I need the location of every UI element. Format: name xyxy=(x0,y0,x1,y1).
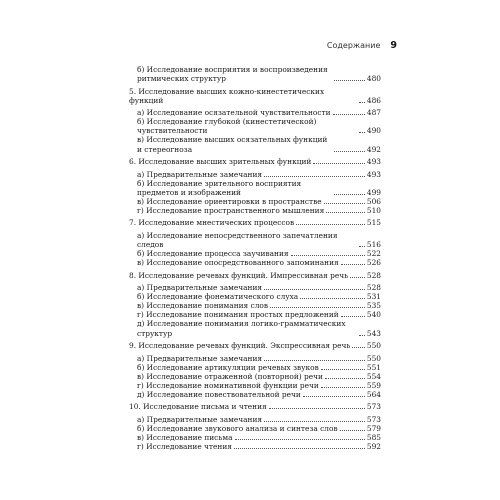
toc-leader-dots xyxy=(341,316,365,317)
toc-entry-title: в) Исследование ориентировки в пространстве xyxy=(137,196,322,206)
toc-entry-title: а) Предварительные замечания xyxy=(137,283,263,293)
toc-section-entry[interactable] xyxy=(129,135,381,153)
toc-leader-dots xyxy=(313,163,365,164)
toc-entry-title: а) Предварительные замечания xyxy=(137,169,263,179)
toc-entry-page: 564 xyxy=(366,389,381,399)
toc-chapter-entry[interactable] xyxy=(129,341,381,350)
toc-entry-page: 499 xyxy=(366,187,381,197)
toc-leader-dots xyxy=(325,378,365,379)
toc-leader-dots xyxy=(359,335,365,336)
toc-chapter-entry[interactable] xyxy=(129,157,381,166)
toc-section-entry[interactable] xyxy=(129,424,381,433)
toc-leader-dots xyxy=(303,396,365,397)
toc-leader-dots xyxy=(264,289,365,290)
toc-section-entry[interactable] xyxy=(129,170,381,179)
toc-entry-title: 10. Исследование письма и чтения xyxy=(129,402,267,412)
toc-entry-title: б) Исследование восприятия и воспроизведения ритмических структур xyxy=(137,65,328,84)
toc-entry-title: 5. Исследование высших кожно-кинестетических функций xyxy=(129,86,325,105)
toc-entry-page: 480 xyxy=(366,74,381,84)
toc-entry-page: 493 xyxy=(366,169,381,179)
toc-entry-page: 486 xyxy=(366,95,381,105)
toc-leader-dots xyxy=(334,80,365,81)
running-header xyxy=(327,40,397,51)
toc-entry-title: в) Исследование письма xyxy=(137,433,233,443)
toc-section-entry[interactable] xyxy=(129,258,381,267)
toc-leader-dots xyxy=(326,212,365,213)
toc-entry-page: 559 xyxy=(366,380,381,390)
toc-section-entry[interactable] xyxy=(129,65,381,83)
toc-entry-title: б) Исследование фонематического слуха xyxy=(137,292,299,302)
toc-entry-title: б) Исследование звукового анализа и синтеза слов xyxy=(137,423,338,433)
toc-entry-title: в) Исследование понимания слов xyxy=(137,301,269,311)
toc-entry-page: 535 xyxy=(366,301,381,311)
toc-entry-page: 516 xyxy=(366,239,381,249)
toc-section-entry[interactable] xyxy=(129,381,381,390)
toc-leader-dots xyxy=(264,360,365,361)
toc-entry-page: 493 xyxy=(366,157,381,167)
toc-leader-dots xyxy=(359,102,365,103)
toc-leader-dots xyxy=(264,176,365,177)
toc-leader-dots xyxy=(321,387,365,388)
toc-entry-page: 490 xyxy=(366,126,381,136)
toc-leader-dots xyxy=(270,307,365,308)
toc-entry-page: 526 xyxy=(366,258,381,268)
toc-entry-title: д) Исследование понимания логико-грамматических структур xyxy=(137,319,346,338)
toc-leader-dots xyxy=(291,255,365,256)
toc-leader-dots xyxy=(269,408,365,409)
toc-chapter-entry[interactable] xyxy=(129,271,381,280)
toc-section-entry[interactable] xyxy=(129,442,381,451)
toc-entry-title: г) Исследование чтения xyxy=(137,442,232,452)
toc-leader-dots xyxy=(359,246,365,247)
toc-entry-page: 487 xyxy=(366,108,381,118)
toc-entry-title: г) Исследование пространственного мышления xyxy=(137,205,325,215)
page-number: 9 xyxy=(390,40,397,51)
toc-section-entry[interactable] xyxy=(129,415,381,424)
toc-leader-dots xyxy=(296,224,365,225)
toc-section-entry[interactable] xyxy=(129,363,381,372)
toc-section-entry[interactable] xyxy=(129,197,381,206)
toc-section-entry[interactable] xyxy=(129,292,381,301)
toc-section-entry[interactable] xyxy=(129,433,381,442)
toc-section-entry[interactable] xyxy=(129,231,381,249)
toc-entry-title: д) Исследование повествовательной речи xyxy=(137,389,301,399)
toc-leader-dots xyxy=(352,347,364,348)
toc-entry-title: а) Предварительные замечания xyxy=(137,414,263,424)
toc-section-entry[interactable] xyxy=(129,117,381,135)
toc-entry-page: 543 xyxy=(366,328,381,338)
toc-entry-page: 531 xyxy=(366,292,381,302)
toc-leader-dots xyxy=(333,114,365,115)
toc-entry-page: 528 xyxy=(366,283,381,293)
toc-chapter-entry[interactable] xyxy=(129,87,381,105)
toc-entry-title: в) Исследование опосредствованного запоминания xyxy=(137,258,339,268)
toc-entry-page: 528 xyxy=(366,270,381,280)
toc-leader-dots xyxy=(334,151,365,152)
toc-entry-title: 7. Исследование мнестических процессов xyxy=(129,218,295,228)
toc-entry-title: б) Исследование процесса заучивания xyxy=(137,249,289,259)
toc-entry-title: г) Исследование номинативной функции речи xyxy=(137,380,319,390)
toc-leader-dots xyxy=(264,421,365,422)
toc-entry-page: 550 xyxy=(366,341,381,351)
toc-leader-dots xyxy=(234,448,365,449)
toc-leader-dots xyxy=(321,369,365,370)
toc-entry-page: 522 xyxy=(366,249,381,259)
toc-entry-page: 573 xyxy=(366,402,381,412)
toc-section-entry[interactable] xyxy=(129,283,381,292)
toc-entry-title: в) Исследование высших осязательных функций и стереогноза xyxy=(137,135,328,154)
toc-entry-page: 592 xyxy=(366,442,381,452)
toc-leader-dots xyxy=(341,264,365,265)
toc-section-entry[interactable] xyxy=(129,249,381,258)
toc-entry-page: 551 xyxy=(366,362,381,372)
toc-entry-page: 492 xyxy=(366,144,381,154)
toc-entry-title: б) Исследование глубокой (кинестетической) чувствительности xyxy=(137,117,317,136)
toc-chapter-entry[interactable] xyxy=(129,402,381,411)
toc-entry-page: 573 xyxy=(366,414,381,424)
toc-entry-page: 515 xyxy=(366,218,381,228)
toc-section-entry[interactable] xyxy=(129,206,381,215)
toc-section-entry[interactable] xyxy=(129,372,381,381)
toc-entry-title: б) Исследование зрительного восприятия предметов и изображений xyxy=(137,178,302,197)
toc-section-entry[interactable] xyxy=(129,301,381,310)
toc-leader-dots xyxy=(340,430,365,431)
toc-chapter-entry[interactable] xyxy=(129,218,381,227)
toc-entry-title: а) Исследование непосредственного запечатления следов xyxy=(137,230,338,249)
toc-entry-page: 550 xyxy=(366,353,381,363)
table-of-contents xyxy=(129,65,381,451)
toc-leader-dots xyxy=(235,439,365,440)
toc-section-entry[interactable] xyxy=(129,108,381,117)
toc-entry-page: 579 xyxy=(366,423,381,433)
toc-entry-title: 6. Исследование высших зрительных функций xyxy=(129,157,312,167)
section-title: Содержание xyxy=(326,41,381,50)
toc-leader-dots xyxy=(300,298,365,299)
toc-leader-dots xyxy=(350,277,365,278)
toc-entry-page: 585 xyxy=(366,433,381,443)
toc-entry-title: 8. Исследование речевых функций. Импрессивная речь xyxy=(129,270,349,280)
toc-section-entry[interactable] xyxy=(129,390,381,399)
toc-leader-dots xyxy=(324,203,365,204)
toc-entry-page: 506 xyxy=(366,196,381,206)
toc-leader-dots xyxy=(359,132,365,133)
toc-leader-dots xyxy=(334,194,365,195)
toc-entry-title: б) Исследование артикуляции речевых звуков xyxy=(137,362,319,372)
toc-entry-page: 554 xyxy=(366,371,381,381)
toc-section-entry[interactable] xyxy=(129,354,381,363)
toc-section-entry[interactable] xyxy=(129,179,381,197)
toc-entry-title: в) Исследование отраженной (повторной) речи xyxy=(137,371,323,381)
toc-section-entry[interactable] xyxy=(129,310,381,319)
toc-entry-title: а) Предварительные замечания xyxy=(137,353,263,363)
toc-entry-page: 540 xyxy=(366,310,381,320)
toc-entry-title: а) Исследование осязательной чувствительности xyxy=(137,108,331,118)
toc-section-entry[interactable] xyxy=(129,319,381,337)
toc-entry-title: 9. Исследование речевых функций. Экспрессивная речь xyxy=(129,341,351,351)
toc-entry-title: г) Исследование понимания простых предложений xyxy=(137,310,339,320)
toc-entry-page: 510 xyxy=(366,205,381,215)
